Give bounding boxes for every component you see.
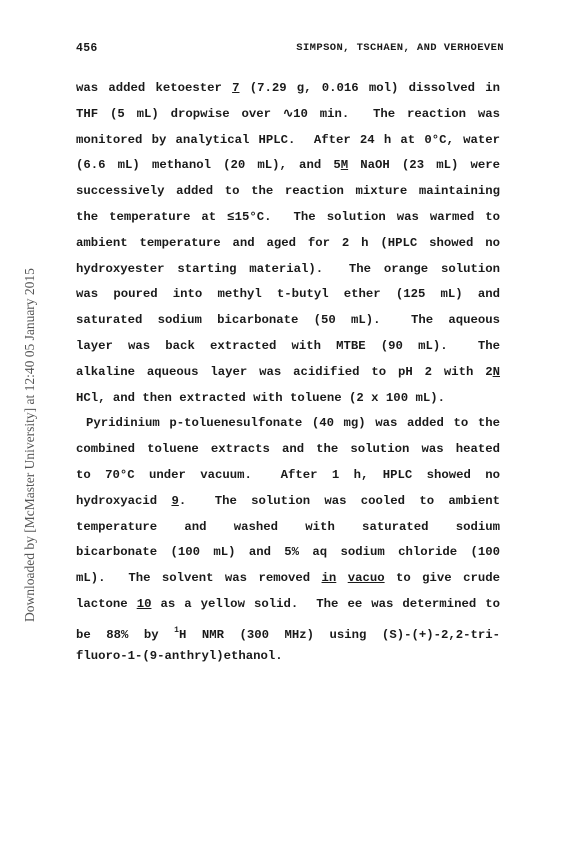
text-line: the temperature at ≤15°C. The solution was warmed to — [76, 209, 500, 224]
italic-term-in: in — [321, 571, 337, 586]
italic-term-vacuo: vacuo — [347, 571, 385, 586]
compound-ref-10: 10 — [136, 596, 152, 611]
text-line: saturated sodium bicarbonate (50 mL). The aqueous — [76, 313, 500, 328]
paragraph-1 — [76, 76, 500, 411]
normal-unit: N — [492, 364, 500, 379]
download-watermark: Downloaded by [McMaster University] at 12:40 05 January 2015 — [22, 268, 37, 622]
text-line: mL). The solvent was removed in vacuo to give crude — [76, 571, 500, 586]
text-line: lactone 10 as a yellow solid. The ee was determined to — [76, 596, 500, 611]
compound-ref-9: 9 — [171, 493, 179, 508]
text-line: layer was back extracted with MTBE (90 mL). The — [76, 338, 500, 353]
text-line: to 70°C under vacuum. After 1 h, HPLC showed no — [76, 467, 500, 482]
text-line: be 88% by $^1$H NMR (300 MHz) using (S)-(+)-2,2-tri- — [76, 625, 501, 642]
text-line: ambient temperature and aged for 2 h (HPLC showed no — [76, 235, 500, 250]
text-line: (6.6 mL) methanol (20 mL), and 5M NaOH (23 mL) were — [76, 158, 501, 173]
text-line: alkaline aqueous layer was acidified to pH 2 with 2N — [76, 364, 500, 379]
text-line: temperature and washed with saturated sodium — [76, 519, 500, 534]
superscript-1: 1 — [174, 625, 179, 635]
text-line: HCl, and then extracted with toluene (2 x 100 mL). — [76, 390, 445, 405]
text-line: bicarbonate (100 mL) and 5% aq sodium chloride (100 — [76, 545, 500, 560]
text-line: fluoro-1-(9-anthryl)ethanol. — [76, 648, 283, 663]
text-line: was poured into methyl t-butyl ether (125 mL) and — [76, 287, 500, 302]
text-line: hydroxyester starting material). The orange solution — [76, 261, 500, 276]
text-line: monitored by analytical HPLC. After 24 h at 0°C, water — [76, 132, 500, 147]
text-line: THF (5 mL) dropwise over ∿10 min. The reaction was — [76, 106, 500, 121]
molar-unit: M — [340, 158, 349, 173]
text-line: Pyridinium p-toluenesulfonate (40 mg) was added to the — [86, 416, 500, 431]
text-line: hydroxyacid 9. The solution was cooled to ambient — [76, 493, 500, 508]
text-line: successively added to the reaction mixture maintaining — [76, 184, 500, 199]
paragraph-2 — [76, 411, 500, 669]
running-head: SIMPSON, TSCHAEN, AND VERHOEVEN — [296, 42, 504, 54]
body-text — [76, 76, 500, 669]
page-number: 456 — [76, 42, 98, 55]
text-line: combined toluene extracts and the solution was heated — [76, 442, 500, 457]
text-line: was added ketoester 7 (7.29 g, 0.016 mol) dissolved in — [76, 81, 500, 95]
compound-ref-7: 7 — [232, 81, 240, 95]
